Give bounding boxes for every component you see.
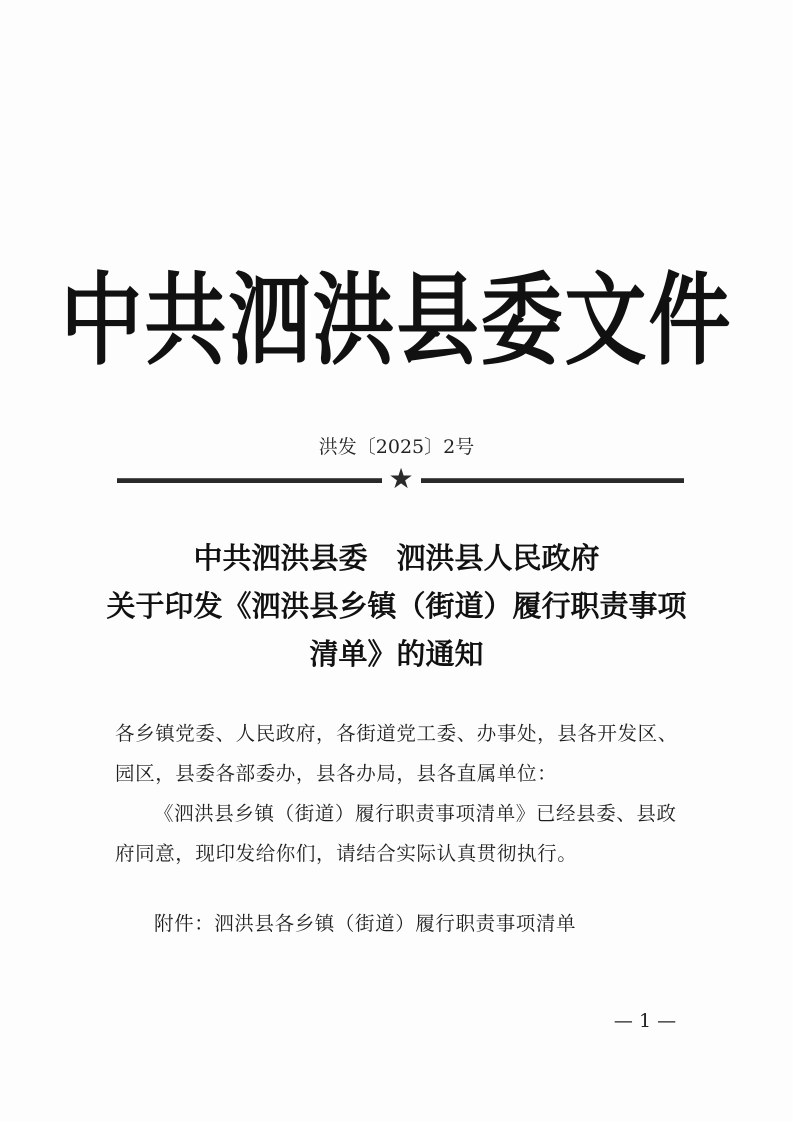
- masthead-title: 中共泗洪县委文件: [60, 263, 733, 380]
- title-line: 清单》的通知: [309, 637, 484, 671]
- title-line: 关于印发《泗洪县乡镇（街道）履行职责事项: [106, 589, 687, 623]
- recipients-line: 园区，县委各部委办，县各办局，县各直属单位：: [115, 762, 558, 785]
- notice-body: [115, 714, 695, 874]
- body-line: 府同意，现印发给你们，请结合实际认真贯彻执行。: [115, 842, 578, 865]
- separator-line-right: [421, 478, 684, 483]
- attachment-line: 附件：泗洪县各乡镇（街道）履行职责事项清单: [154, 912, 577, 935]
- notice-title: [0, 534, 793, 678]
- star-icon: ★: [388, 462, 414, 495]
- page-number: — 1 —: [613, 1010, 677, 1032]
- title-line: 中共泗洪县委 泗洪县人民政府: [193, 541, 600, 575]
- body-line: 《泗洪县乡镇（街道）履行职责事项清单》已经县委、县政: [154, 802, 677, 825]
- document-number: 洪发〔2025〕2号: [318, 436, 475, 458]
- separator-line-left: [117, 478, 382, 483]
- recipients-line: 各乡镇党委、人民政府，各街道党工委、办事处，县各开发区、: [115, 722, 678, 745]
